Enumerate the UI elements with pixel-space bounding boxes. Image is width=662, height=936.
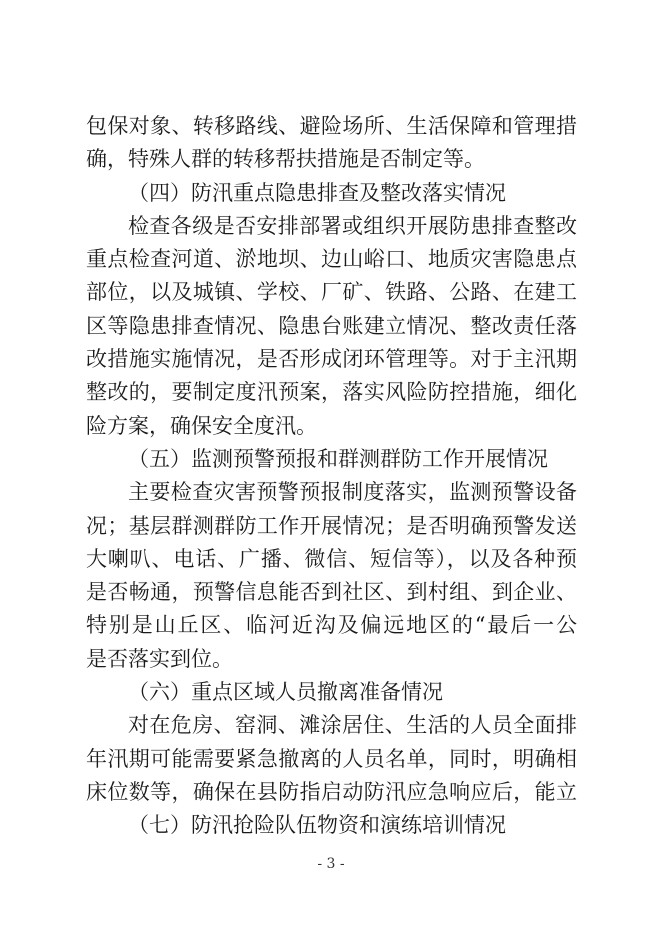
text-line: 对在危房、窑洞、滩涂居住、生活的人员全面排	[128, 713, 577, 738]
section-heading: （五）监测预警预报和群测群防工作开展情况	[128, 446, 548, 471]
section-heading: （四）防汛重点隐患排查及整改落实情况	[128, 180, 506, 205]
text-line: 主要检查灾害预警预报制度落实，监测预警设备	[128, 480, 577, 505]
text-line: 检查各级是否安排部署或组织开展防患排查整改	[128, 213, 577, 238]
text-line: 险方案，确保安全度汛。	[86, 413, 317, 438]
text-line: 特别是山丘区、临河近沟及偏远地区的“最后一公	[86, 613, 577, 638]
text-line: 包保对象、转移路线、避险场所、生活保障和管理措	[86, 114, 577, 138]
text-line: 部位，以及城镇、学校、厂矿、铁路、公路、在建工	[86, 280, 577, 305]
text-line: 改措施实施情况，是否形成闭环管理等。对于主汛期	[86, 347, 577, 372]
text-line: 大喇叭、电话、广播、微信、短信等），以及各种预	[86, 546, 577, 571]
document-body	[86, 110, 577, 843]
text-line: 年汛期可能需要紧急撤离的人员名单，同时，明确相	[86, 746, 577, 771]
text-line: 区等隐患排查情况、隐患台账建立情况、整改责任落	[86, 313, 577, 338]
text-line: 况；基层群测群防工作开展情况；是否明确预警发送	[86, 513, 577, 538]
text-line: 床位数等，确保在县防指启动防汛应急响应后，能立	[86, 779, 577, 804]
text-line: 确，特殊人群的转移帮扶措施是否制定等。	[86, 147, 485, 172]
text-line: 重点检查河道、淤地坝、边山峪口、地质灾害隐患点	[86, 247, 577, 272]
section-heading: （六）重点区域人员撤离准备情况	[128, 680, 443, 705]
text-line: 整改的，要制定度汛预案，落实风险防控措施，细化	[86, 380, 577, 405]
text-line: 是否畅通，预警信息能否到社区、到村组、到企业、	[86, 580, 577, 605]
section-heading: （七）防汛抢险队伍物资和演练培训情况	[128, 813, 506, 838]
page-number: - 3 -	[317, 856, 345, 872]
text-line: 是否落实到位。	[86, 646, 233, 671]
